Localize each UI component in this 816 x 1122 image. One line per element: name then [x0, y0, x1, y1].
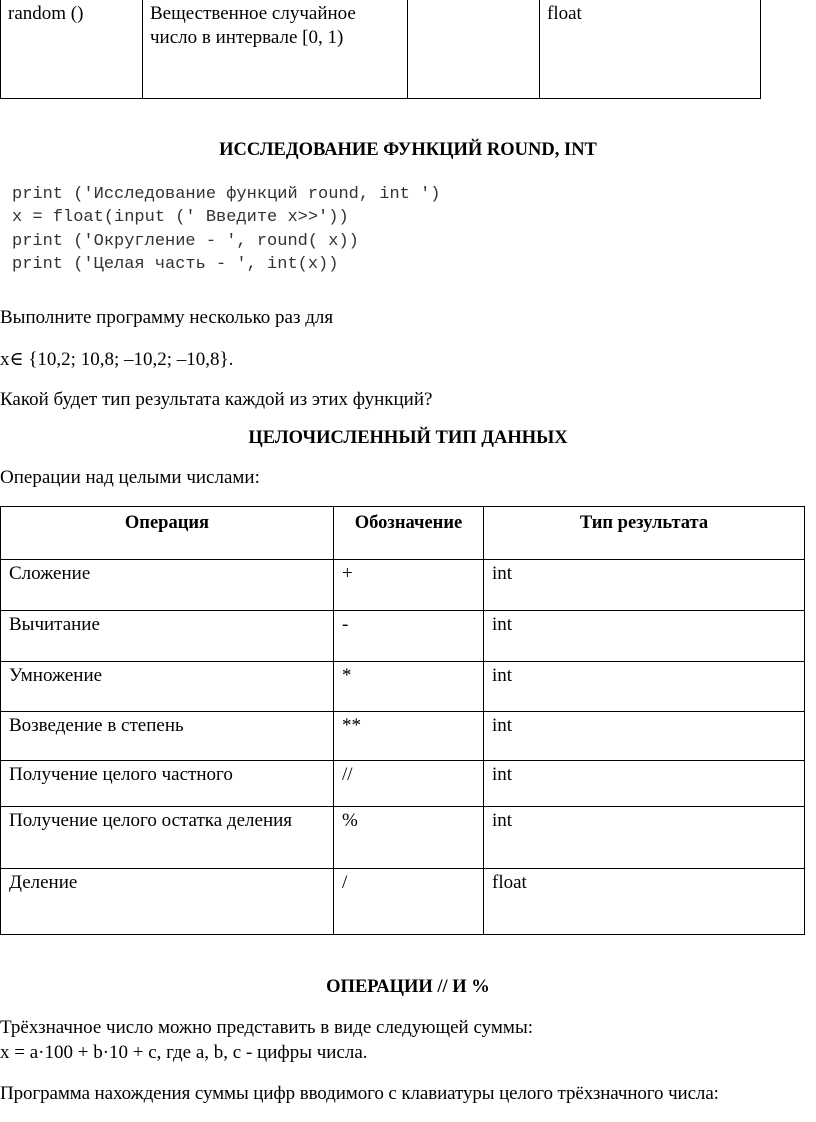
paragraph-run-program: Выполните программу несколько раз для	[0, 307, 334, 328]
function-description-cell: Вещественное случайное число в интервале [0, 1)	[143, 0, 408, 99]
function-symbol-cell	[408, 0, 540, 99]
heading-integer-type: ЦЕЛОЧИСЛЕННЫЙ ТИП ДАННЫХ	[248, 428, 568, 448]
table-row	[1, 761, 805, 807]
table-row	[1, 611, 805, 662]
result-type-cell: int	[484, 662, 805, 712]
code-line: x = float(input (' Введите x>>'))	[12, 208, 349, 228]
column-header-symbol: Обозначение	[334, 507, 484, 560]
heading-operations-div-mod: ОПЕРАЦИИ // И %	[326, 977, 490, 997]
table-row	[1, 0, 761, 99]
functions-table-fragment	[0, 0, 761, 99]
symbol-cell: %	[334, 807, 484, 869]
table-row	[1, 807, 805, 869]
paragraph-three-digit: Трёхзначное число можно представить в виде следующей суммы:	[0, 1017, 533, 1038]
operation-cell: Деление	[1, 869, 334, 935]
result-type-cell: int	[484, 712, 805, 761]
operation-cell: Умножение	[1, 662, 334, 712]
symbol-cell: +	[334, 560, 484, 611]
function-type-cell: float	[540, 0, 761, 99]
column-header-result-type: Тип результата	[484, 507, 805, 560]
code-line: print ('Целая часть - ', int(x))	[12, 254, 339, 274]
operation-cell: Получение целого частного	[1, 761, 334, 807]
result-type-cell: int	[484, 611, 805, 662]
function-name-cell: random ()	[1, 0, 143, 99]
result-type-cell: float	[484, 869, 805, 935]
table-row	[1, 560, 805, 611]
column-header-operation: Операция	[1, 507, 334, 560]
heading-round-int: ИССЛЕДОВАНИЕ ФУНКЦИЙ ROUND, INT	[219, 140, 597, 160]
operations-table	[0, 506, 805, 935]
code-line: print ('Округление - ', round( x))	[12, 231, 359, 251]
symbol-cell: *	[334, 662, 484, 712]
symbol-cell: **	[334, 712, 484, 761]
symbol-cell: /	[334, 869, 484, 935]
result-type-cell: int	[484, 761, 805, 807]
operation-cell: Возведение в степень	[1, 712, 334, 761]
result-type-cell: int	[484, 807, 805, 869]
paragraph-formula: x = a·100 + b·10 + c, где a, b, c - цифры числа.	[0, 1042, 368, 1063]
operation-cell: Сложение	[1, 560, 334, 611]
paragraph-question: Какой будет тип результата каждой из этих функций?	[0, 389, 433, 410]
symbol-cell: -	[334, 611, 484, 662]
table-row	[1, 869, 805, 935]
paragraph-value-set: x∈ {10,2; 10,8; –10,2; –10,8}.	[0, 349, 234, 370]
operation-cell: Получение целого остатка деления	[1, 807, 334, 869]
code-block	[12, 183, 440, 276]
symbol-cell: //	[334, 761, 484, 807]
operation-cell: Вычитание	[1, 611, 334, 662]
table-header-row	[1, 507, 805, 560]
paragraph-program-intro: Программа нахождения суммы цифр вводимого с клавиатуры целого трёхзначного числа:	[0, 1083, 719, 1104]
code-line: print ('Исследование функций round, int ')	[12, 185, 441, 204]
table-row	[1, 712, 805, 761]
paragraph-operations-intro: Операции над целыми числами:	[0, 467, 260, 488]
result-type-cell: int	[484, 560, 805, 611]
table-row	[1, 662, 805, 712]
